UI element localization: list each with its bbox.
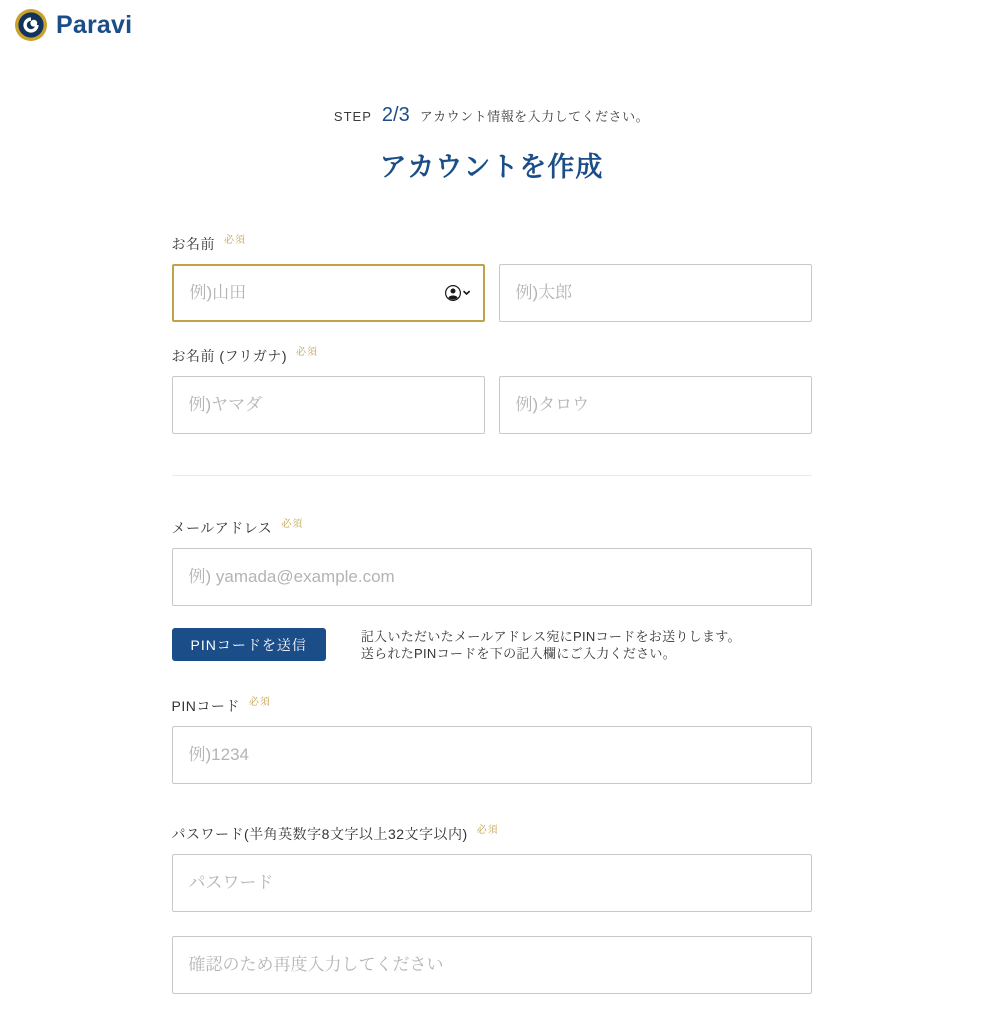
pin-label: PINコード <box>171 698 240 714</box>
pin-input[interactable] <box>172 726 812 784</box>
furigana-label: お名前 (フリガナ) <box>171 348 288 364</box>
step-instruction: アカウント情報を入力してください。 <box>419 109 650 124</box>
pin-note-line1: 記入いただいたメールアドレス宛にPINコードをお送りします。 <box>360 629 741 644</box>
furigana-first-input-wrap <box>499 376 812 434</box>
paravi-logo-icon <box>14 8 48 42</box>
password-input-wrap <box>172 854 812 912</box>
name-input-row <box>172 264 812 322</box>
furigana-label-row <box>172 346 812 366</box>
header <box>0 0 983 48</box>
last-name-input[interactable] <box>172 264 485 322</box>
name-field-block <box>172 234 812 322</box>
pin-label-row <box>172 696 812 716</box>
pin-note <box>361 628 741 662</box>
password-confirm-input[interactable] <box>172 936 812 994</box>
furigana-first-name-input[interactable] <box>499 376 812 434</box>
email-label: メールアドレス <box>171 520 273 536</box>
required-badge: 必須 <box>248 697 271 708</box>
furigana-last-input-wrap <box>172 376 485 434</box>
step-indicator <box>172 104 812 127</box>
pin-note-line2: 送られたPINコードを下の記入欄にご入力ください。 <box>360 646 677 661</box>
send-pin-button[interactable]: PINコードを送信 <box>172 628 326 661</box>
email-input-wrap <box>172 548 812 606</box>
required-badge: 必須 <box>224 235 246 246</box>
password-label-row <box>172 824 812 844</box>
password-label: パスワード(半角英数字8文字以上32文字以内) <box>171 826 468 842</box>
password-field-block <box>172 824 812 994</box>
paravi-logo-text: Paravi <box>56 10 133 39</box>
last-name-input-wrap <box>172 264 485 322</box>
paravi-logo[interactable] <box>14 8 132 42</box>
first-name-input-wrap <box>499 264 812 322</box>
account-create-page <box>172 104 812 1027</box>
email-label-row <box>172 518 812 538</box>
password-input[interactable] <box>172 854 812 912</box>
required-badge: 必須 <box>296 347 319 358</box>
step-number: 2/3 <box>381 104 410 126</box>
account-form <box>172 234 812 1027</box>
furigana-last-name-input[interactable] <box>172 376 485 434</box>
pin-send-row <box>172 628 812 662</box>
email-input[interactable] <box>172 548 812 606</box>
page-title: アカウントを作成 <box>379 152 604 182</box>
section-divider <box>172 475 812 476</box>
contact-autofill-icon[interactable] <box>444 284 471 302</box>
step-prefix: STEP <box>333 109 372 124</box>
first-name-input[interactable] <box>499 264 812 322</box>
name-label-row <box>172 234 812 254</box>
pin-field-block <box>172 696 812 784</box>
required-badge: 必須 <box>281 519 304 530</box>
furigana-input-row <box>172 376 812 434</box>
email-field-block <box>172 518 812 606</box>
required-badge: 必須 <box>476 825 499 836</box>
password-confirm-input-wrap <box>172 936 812 994</box>
pin-input-wrap <box>172 726 812 784</box>
furigana-field-block <box>172 346 812 434</box>
name-label: お名前 <box>171 236 215 252</box>
